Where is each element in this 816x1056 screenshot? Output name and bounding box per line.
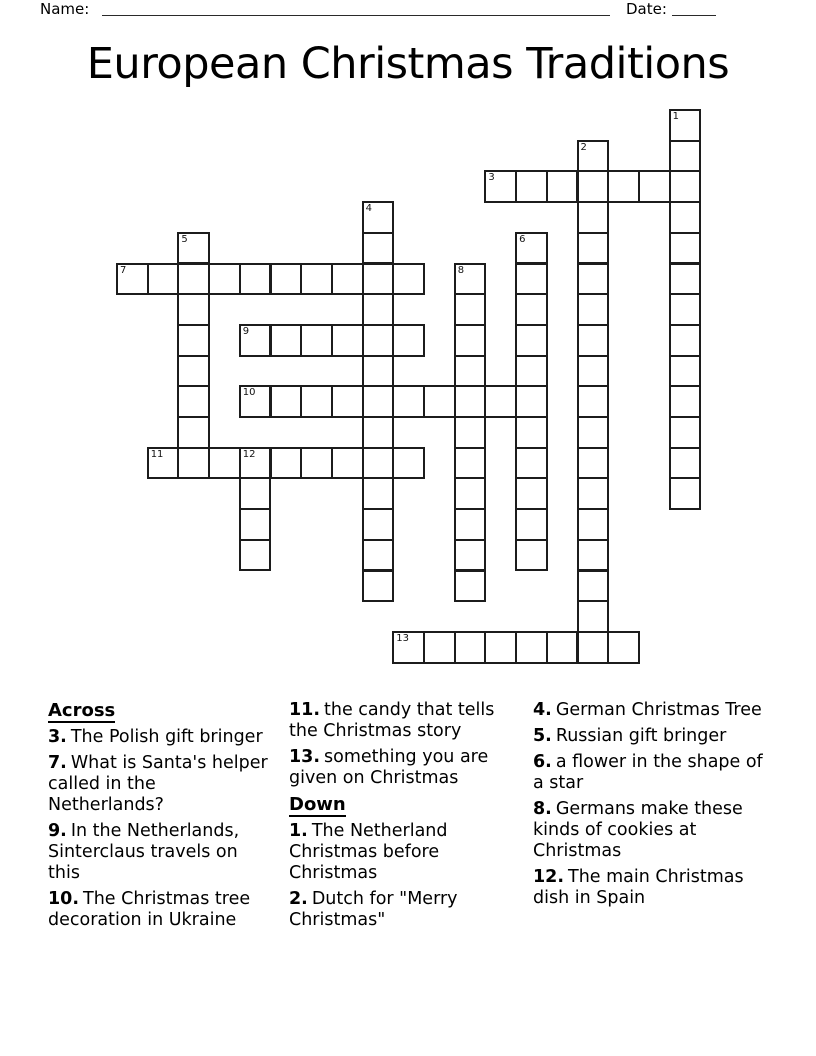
cell-number: 1 (672, 111, 679, 122)
grid-cell[interactable] (177, 447, 210, 480)
grid-cell[interactable] (577, 508, 610, 541)
grid-cell[interactable] (515, 508, 548, 541)
grid-cell[interactable] (239, 477, 272, 510)
grid-cell[interactable] (515, 293, 548, 326)
clue-text: The Polish gift bringer (70, 727, 263, 747)
grid-cell[interactable] (239, 539, 272, 572)
grid-cell[interactable] (362, 201, 395, 234)
grid-cell[interactable] (577, 447, 610, 480)
grid-cell[interactable] (669, 447, 702, 480)
grid-cell[interactable] (577, 263, 610, 296)
clue-number: 10. (48, 889, 80, 909)
clue-number: 7. (48, 753, 67, 773)
grid-cell[interactable] (147, 447, 180, 480)
grid-cell[interactable] (239, 508, 272, 541)
grid-cell[interactable] (423, 385, 456, 418)
grid-cell[interactable] (392, 631, 425, 664)
clue-across-3 (48, 727, 268, 748)
grid-cell[interactable] (577, 232, 610, 265)
grid-cell[interactable] (577, 477, 610, 510)
cell-number: 5 (181, 233, 188, 245)
grid-cell[interactable] (362, 477, 395, 510)
clue-number: 8. (533, 799, 552, 819)
grid-cell[interactable] (177, 263, 210, 296)
clue-number: 6. (533, 752, 552, 772)
clue-across-10 (48, 889, 268, 931)
grid-cell[interactable] (669, 477, 702, 510)
grid-cell[interactable] (239, 324, 272, 357)
grid-cell[interactable] (454, 477, 487, 510)
grid-cell[interactable] (577, 416, 610, 449)
grid-cell[interactable] (362, 416, 395, 449)
grid-cell[interactable] (454, 539, 487, 572)
clue-across-7 (48, 753, 268, 816)
grid-cell[interactable] (454, 385, 487, 418)
clue-across-11 (289, 700, 515, 742)
grid-cell[interactable] (577, 385, 610, 418)
clue-down-12 (533, 867, 776, 909)
grid-cell[interactable] (669, 140, 702, 173)
grid-cell[interactable] (669, 170, 702, 203)
clue-column-left (48, 700, 268, 936)
clue-down-6 (533, 752, 776, 794)
grid-cell[interactable] (515, 385, 548, 418)
cell-number: 9 (242, 325, 250, 337)
grid-cell[interactable] (515, 355, 548, 388)
grid-cell[interactable] (362, 355, 395, 388)
grid-cell[interactable] (362, 570, 395, 603)
grid-cell[interactable] (300, 263, 333, 296)
grid-cell[interactable] (546, 631, 579, 664)
grid-cell[interactable] (362, 508, 395, 541)
grid-cell[interactable] (362, 539, 395, 572)
cell-number: 7 (120, 264, 127, 276)
cell-number: 3 (488, 172, 495, 184)
clue-number: 9. (48, 821, 67, 841)
grid-cell[interactable] (208, 263, 241, 296)
grid-cell[interactable] (577, 324, 610, 357)
grid-cell[interactable] (208, 447, 241, 480)
down-heading: Down (289, 794, 346, 815)
grid-cell[interactable] (669, 263, 702, 296)
grid-cell[interactable] (515, 324, 548, 357)
grid-cell[interactable] (577, 355, 610, 388)
cell-number: 10 (242, 387, 256, 399)
clue-text: The Netherland Christmas before Christmas (289, 821, 448, 883)
grid-cell[interactable] (515, 477, 548, 510)
grid-cell[interactable] (116, 263, 149, 296)
clue-text: The Christmas tree decoration in Ukraine (48, 889, 251, 930)
grid-cell[interactable] (669, 109, 702, 142)
grid-cell[interactable] (515, 416, 548, 449)
grid-cell[interactable] (454, 355, 487, 388)
grid-cell[interactable] (454, 631, 487, 664)
grid-cell[interactable] (331, 385, 364, 418)
grid-cell[interactable] (362, 385, 395, 418)
clue-down-2 (289, 889, 515, 931)
cell-number: 11 (150, 448, 164, 460)
grid-cell[interactable] (147, 263, 180, 296)
page-title: European Christmas Traditions (86, 39, 730, 89)
grid-cell[interactable] (577, 539, 610, 572)
cell-number: 2 (580, 141, 587, 153)
grid-cell[interactable] (177, 385, 210, 418)
grid-cell[interactable] (392, 324, 425, 357)
grid-cell[interactable] (577, 170, 610, 203)
grid-cell[interactable] (362, 263, 395, 296)
grid-cell[interactable] (515, 447, 548, 480)
grid-cell[interactable] (669, 355, 702, 388)
grid-cell[interactable] (454, 447, 487, 480)
grid-cell[interactable] (270, 447, 303, 480)
grid-cell[interactable] (454, 293, 487, 326)
grid-cell[interactable] (454, 416, 487, 449)
grid-cell[interactable] (454, 570, 487, 603)
grid-cell[interactable] (484, 385, 517, 418)
clue-number: 13. (289, 747, 321, 767)
grid-cell[interactable] (300, 324, 333, 357)
cell-number: 4 (365, 203, 372, 215)
grid-cell[interactable] (515, 539, 548, 572)
clue-text: German Christmas Tree (555, 700, 762, 720)
grid-cell[interactable] (577, 201, 610, 234)
grid-cell[interactable] (270, 324, 303, 357)
grid-cell[interactable] (177, 416, 210, 449)
clue-text: Dutch for "Merry Christmas" (289, 889, 458, 930)
grid-cell[interactable] (300, 447, 333, 480)
grid-cell[interactable] (362, 447, 395, 480)
grid-cell[interactable] (270, 263, 303, 296)
grid-cell[interactable] (669, 232, 702, 265)
across-heading: Across (48, 700, 116, 721)
grid-cell[interactable] (177, 293, 210, 326)
grid-cell[interactable] (638, 170, 671, 203)
cell-number: 6 (519, 233, 526, 245)
clue-text: something you are given on Christmas (289, 747, 489, 788)
cell-number: 12 (242, 448, 256, 460)
grid-cell[interactable] (239, 263, 272, 296)
clue-column-middle (289, 700, 515, 936)
grid-cell[interactable] (577, 293, 610, 326)
clue-number: 1. (289, 821, 308, 841)
clue-number: 4. (533, 700, 552, 720)
clue-text: Russian gift bringer (555, 726, 727, 746)
grid-cell[interactable] (239, 385, 272, 418)
grid-cell[interactable] (669, 416, 702, 449)
grid-cell[interactable] (607, 631, 640, 664)
clue-text: What is Santa's helper called in the Netherlands? (48, 753, 268, 815)
grid-cell[interactable] (331, 263, 364, 296)
date-label: Date: (626, 0, 667, 18)
grid-cell[interactable] (239, 447, 272, 480)
grid-cell[interactable] (423, 631, 456, 664)
grid-cell[interactable] (484, 631, 517, 664)
cell-number: 13 (396, 632, 410, 644)
name-label: Name: (40, 0, 90, 18)
grid-cell[interactable] (392, 263, 425, 296)
grid-cell[interactable] (607, 170, 640, 203)
grid-cell[interactable] (669, 385, 702, 418)
grid-cell[interactable] (331, 447, 364, 480)
grid-cell[interactable] (577, 631, 610, 664)
clue-down-4 (533, 700, 776, 721)
clue-number: 12. (533, 867, 565, 887)
grid-cell[interactable] (577, 140, 610, 173)
clue-down-8 (533, 799, 776, 862)
grid-cell[interactable] (392, 385, 425, 418)
grid-cell[interactable] (454, 508, 487, 541)
clue-text: Germans make these kinds of cookies at Christmas (533, 799, 743, 861)
grid-cell[interactable] (546, 170, 579, 203)
grid-cell[interactable] (362, 324, 395, 357)
clue-number: 5. (533, 726, 552, 746)
grid-cell[interactable] (454, 263, 487, 296)
grid-cell[interactable] (515, 170, 548, 203)
grid-cell[interactable] (392, 447, 425, 480)
clue-number: 3. (48, 727, 67, 747)
grid-cell[interactable] (177, 324, 210, 357)
grid-cell[interactable] (669, 324, 702, 357)
grid-cell[interactable] (270, 385, 303, 418)
grid-cell[interactable] (300, 385, 333, 418)
grid-cell[interactable] (577, 570, 610, 603)
grid-cell[interactable] (669, 201, 702, 234)
clue-text: the candy that tells the Christmas story (289, 700, 495, 741)
grid-cell[interactable] (362, 293, 395, 326)
grid-cell[interactable] (454, 324, 487, 357)
clue-text: In the Netherlands, Sinterclaus travels on this (48, 821, 240, 883)
clue-across-13 (289, 747, 515, 789)
clue-number: 2. (289, 889, 308, 909)
clue-text: The main Christmas dish in Spain (533, 867, 744, 908)
grid-cell[interactable] (362, 232, 395, 265)
grid-cell[interactable] (177, 232, 210, 265)
clue-text: a flower in the shape of a star (533, 752, 763, 793)
grid-cell[interactable] (515, 631, 548, 664)
grid-cell[interactable] (331, 324, 364, 357)
clue-column-right (533, 700, 776, 914)
clue-number: 11. (289, 700, 321, 720)
grid-cell[interactable] (515, 232, 548, 265)
cell-number: 8 (457, 264, 465, 276)
grid-cell[interactable] (177, 355, 210, 388)
grid-cell[interactable] (515, 263, 548, 296)
grid-cell[interactable] (669, 293, 702, 326)
clue-down-5 (533, 726, 776, 747)
clue-down-1 (289, 821, 515, 884)
grid-cell[interactable] (577, 600, 610, 633)
clue-across-9 (48, 821, 268, 884)
grid-cell[interactable] (484, 170, 517, 203)
